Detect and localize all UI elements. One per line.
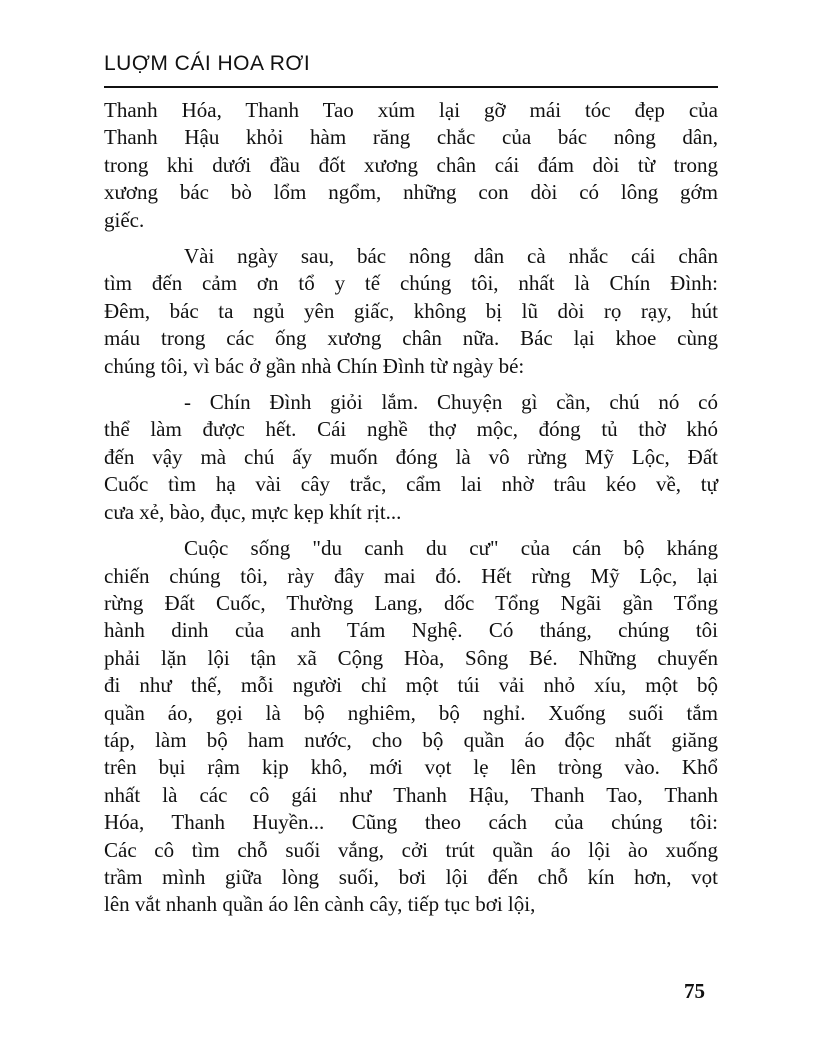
paragraph-gap [104, 526, 718, 535]
header-rule [104, 86, 718, 88]
text-line: đến vậy mà chú ấy muốn đóng là vô rừng Mỹ Lộc, Đất [104, 444, 718, 469]
paragraph-2 [104, 243, 718, 380]
text-line: - Chín Đình giỏi lắm. Chuyện gì cần, chú nó có [184, 390, 718, 415]
text-line: táp, làm bộ ham nước, cho bộ quần áo độc nhất giăng [104, 727, 718, 752]
text-line: máu trong các ống xương chân nữa. Bác lại khoe cùng [104, 326, 718, 351]
text-line: giếc. [104, 207, 145, 232]
text-line: chiến chúng tôi, rày đây mai đó. Hết rừng Mỹ Lộc, lại [104, 563, 718, 588]
text-line: Đêm, bác ta ngủ yên giấc, không bị lũ dòi rọ rạy, hút [104, 298, 718, 323]
paragraph-3 [104, 389, 718, 526]
text-line: chúng tôi, vì bác ở gần nhà Chín Đình từ ngày bé: [104, 353, 525, 378]
running-title: LUỢM CÁI HOA RƠI [104, 52, 311, 75]
text-line: cưa xẻ, bào, đục, mực kẹp khít rịt... [104, 499, 402, 524]
text-line: tìm đến cảm ơn tổ y tế chúng tôi, nhất là Chín Đình: [104, 271, 718, 296]
paragraph-1 [104, 97, 718, 234]
text-line: Các cô tìm chỗ suối vắng, cởi trút quần áo lội ào xuống [104, 837, 718, 862]
text-line: quần áo, gọi là bộ nghiêm, bộ nghỉ. Xuống suối tắm [104, 700, 718, 725]
text-line: thể làm được hết. Cái nghề thợ mộc, đóng tủ thờ khó [104, 417, 718, 442]
text-line: hành dinh của anh Tám Nghệ. Có tháng, chúng tôi [104, 618, 718, 643]
text-line: trên bụi rậm kịp khô, mới vọt lẹ lên tròng vào. Khổ [104, 755, 718, 780]
text-line: Vài ngày sau, bác nông dân cà nhắc cái chân [184, 244, 718, 269]
body-text [104, 97, 718, 919]
text-line: trầm mình giữa lòng suối, bơi lội đến chỗ kín hơn, vọt [104, 864, 718, 889]
text-line: trong khi dưới đầu đốt xương chân cái đám dòi từ trong [104, 152, 718, 177]
text-line: rừng Đất Cuốc, Thường Lang, dốc Tổng Ngãi gần Tổng [104, 590, 718, 615]
text-line: Hóa, Thanh Huyền... Cũng theo cách của chúng tôi: [104, 810, 718, 835]
text-line: xương bác bò lổm ngổm, những con dòi có lông gớm [104, 180, 718, 205]
text-line: lên vắt nhanh quần áo lên cành cây, tiếp tục bơi lội, [104, 892, 536, 917]
paragraph-gap [104, 380, 718, 389]
text-line: Thanh Hậu khỏi hàm răng chắc của bác nông dân, [104, 125, 718, 150]
text-line: đi như thế, mỗi người chỉ một túi vải nhỏ xíu, một bộ [104, 673, 718, 698]
paragraph-gap [104, 234, 718, 243]
text-line: nhất là các cô gái như Thanh Hậu, Thanh Tao, Thanh [104, 782, 718, 807]
page-number: 75 [684, 979, 705, 1003]
text-line: Thanh Hóa, Thanh Tao xúm lại gỡ mái tóc đẹp của [104, 98, 718, 122]
text-line: phải lặn lội tận xã Cộng Hòa, Sông Bé. Những chuyến [104, 645, 718, 670]
text-line: Cuộc sống "du canh du cư" của cán bộ kháng [184, 536, 718, 561]
paragraph-4 [104, 535, 718, 919]
text-line: Cuốc tìm hạ vài cây trắc, cẩm lai nhờ trâu kéo về, tự [104, 472, 718, 497]
